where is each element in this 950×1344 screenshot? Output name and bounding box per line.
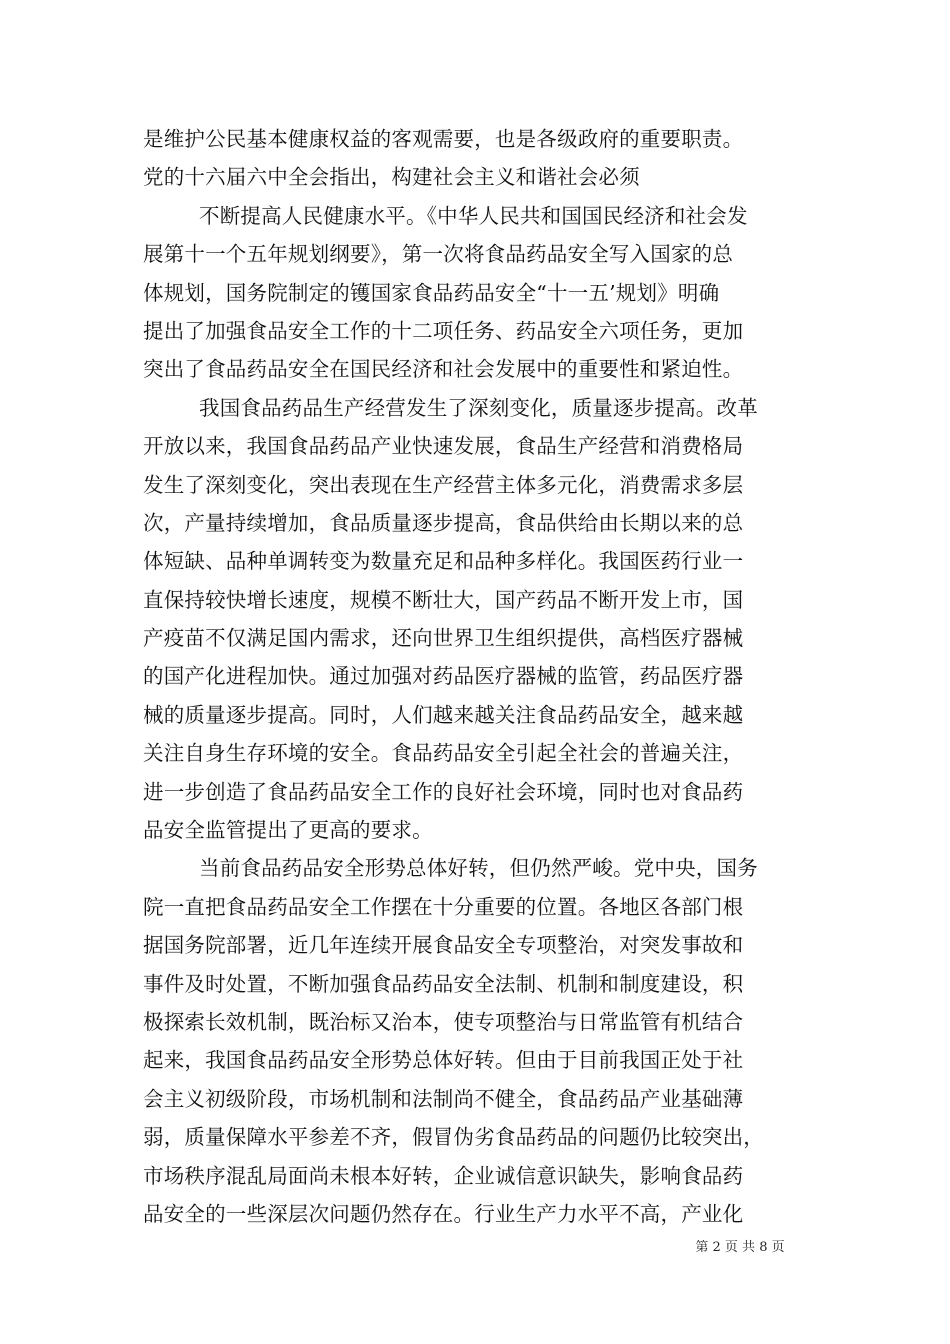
text-line: 极探索长效机制，既治标又治本，使专项整治与日常监管有机结合: [143, 1009, 744, 1034]
paragraph-start-line: 当前食品药品安全形势总体好转，但仍然严峻。党中央，国务: [199, 856, 758, 881]
text-line: 发生了深刻变化，突出表现在生产经营主体多元化，消费需求多层: [143, 472, 744, 497]
text-line: 品安全的一些深层次问题仍然存在。行业生产力水平不高，产业化: [143, 1201, 744, 1226]
text-line: 次，产量持续增加，食品质量逐步提高，食品供给由长期以来的总: [143, 510, 744, 535]
text-line: 事件及时处置，不断加强食品药品安全法制、机制和制度建设，积: [143, 971, 744, 996]
text-line: 产疫苗不仅满足国内需求，还向世界卫生组织提供，高档医疗器械: [143, 626, 744, 651]
text-line: 据国务院部署，近几年连续开展食品安全专项整治，对突发事故和: [143, 933, 744, 958]
text-line: 党的十六届六中全会指出，构建社会主义和谐社会必须: [143, 165, 640, 190]
text-line: 品安全监管提出了更高的要求。: [143, 818, 433, 843]
text-line: 起来，我国食品药品安全形势总体好转。但由于目前我国正处于社: [143, 1048, 744, 1073]
text-line: 进一步创造了食品药品安全工作的良好社会环境，同时也对食品药: [143, 779, 744, 804]
text-line: 体短缺、品种单调转变为数量充足和品种多样化。我国医药行业一: [143, 549, 744, 574]
text-line: 市场秩序混乱局面尚未根本好转，企业诚信意识缺失，影响食品药: [143, 1163, 744, 1188]
text-line: 突出了食品药品安全在国民经济和社会发展中的重要性和紧迫性。: [143, 357, 744, 382]
text-line: 直保持较快增长速度，规模不断壮大，国产药品不断开发上市，国: [143, 587, 744, 612]
text-line: 开放以来，我国食品药品产业快速发展，食品生产经营和消费格局: [143, 434, 744, 459]
text-line: 展第十一个五年规划纲要》，第一次将食品药品安全写入国家的总: [143, 242, 734, 267]
paragraph-start-line: 我国食品药品生产经营发生了深刻变化，质量逐步提高。改革: [199, 395, 758, 420]
text-line: 弱，质量保障水平参差不齐，假冒伪劣食品药品的问题仍比较突出，: [143, 1125, 764, 1150]
page-number-footer: 第 2 页 共 8 页: [695, 1240, 785, 1255]
text-line: 提出了加强食品安全工作的十二项任务、药品安全六项任务，更加: [143, 318, 744, 343]
text-line: 是维护公民基本健康权益的客观需要，也是各级政府的重要职责。: [143, 127, 744, 151]
text-line: 会主义初级阶段，市场机制和法制尚不健全，食品药品产业基础薄: [143, 1086, 744, 1111]
text-line: 的国产化进程加快。通过加强对药品医疗器械的监管，药品医疗器: [143, 664, 744, 689]
body-text: [143, 120, 811, 1233]
paragraph-start-line: 不断提高人民健康水平。《中华人民共和国国民经济和社会发: [199, 203, 748, 228]
text-line: 体规划，国务院制定的镬国家食品药品安全“十一五’规划》明确: [143, 280, 720, 305]
text-line: 关注自身生存环境的安全。食品药品安全引起全社会的普遍关注，: [143, 741, 744, 766]
text-line: 院一直把食品药品安全工作摆在十分重要的位置。各地区各部门根: [143, 894, 744, 919]
text-line: 械的质量逐步提高。同时，人们越来越关注食品药品安全，越来越: [143, 702, 744, 727]
